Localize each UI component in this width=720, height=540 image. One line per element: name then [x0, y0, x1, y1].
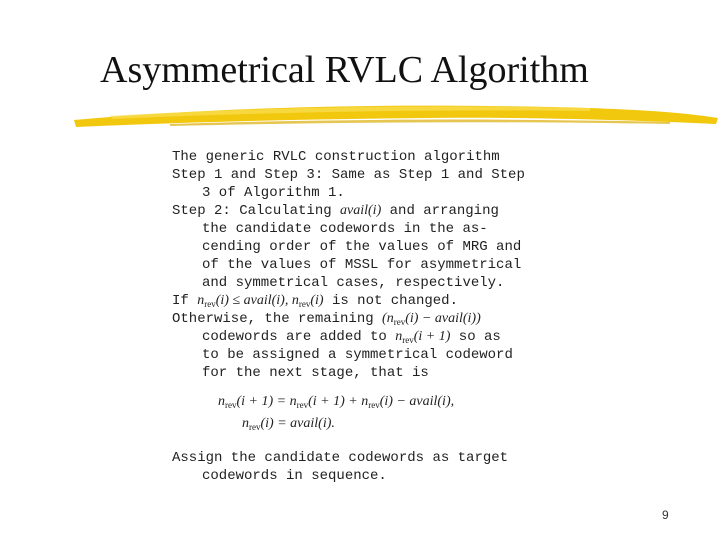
- equation-block: [218, 394, 454, 438]
- page-number: 9: [662, 508, 669, 522]
- equation-line-1: $n_{rev}(i + 1) = n_{rev}(i + 1) + n_{rev}(i)$ − avail(i),: [218, 394, 455, 410]
- algorithm-line: Step 1 and Step 3: Same as Step 1 and Step: [172, 167, 525, 183]
- algorithm-line: of the values of MSSL for asymmetrical: [202, 257, 522, 273]
- equation-line-2: $n_{rev}(i)$ = avail(i).: [242, 416, 335, 432]
- algorithm-line: The generic RVLC construction algorithm: [172, 149, 500, 165]
- if-condition-line: If $n_{rev}(i)$ ≤ avail(i), $n_{rev}(i)$ is not changed.: [172, 293, 458, 309]
- algorithm-line: 3 of Algorithm 1.: [202, 185, 345, 201]
- algorithm-line: codewords in sequence.: [202, 468, 387, 484]
- algorithm-line: for the next stage, that is: [202, 365, 429, 381]
- step2-line: Step 2: Calculating avail(i) and arranging: [172, 203, 499, 219]
- algorithm-line: the candidate codewords in the as-: [202, 221, 488, 237]
- title-underline-brushstroke: [70, 100, 720, 130]
- assign-text: [172, 449, 592, 485]
- algorithm-line: cending order of the values of MRG and: [202, 239, 522, 255]
- algorithm-line: and symmetrical cases, respectively.: [202, 275, 505, 291]
- codewords-line: codewords are added to $n_{rev}(i + 1)$ so as: [202, 329, 501, 345]
- algorithm-line: to be assigned a symmetrical codeword: [202, 347, 513, 363]
- slide-title: Asymmetrical RVLC Algorithm: [100, 49, 589, 91]
- algorithm-line: Assign the candidate codewords as target: [172, 450, 509, 466]
- otherwise-line: Otherwise, the remaining ($n_{rev}(i)$ − avail(i)): [172, 311, 481, 327]
- algorithm-text: [172, 148, 592, 382]
